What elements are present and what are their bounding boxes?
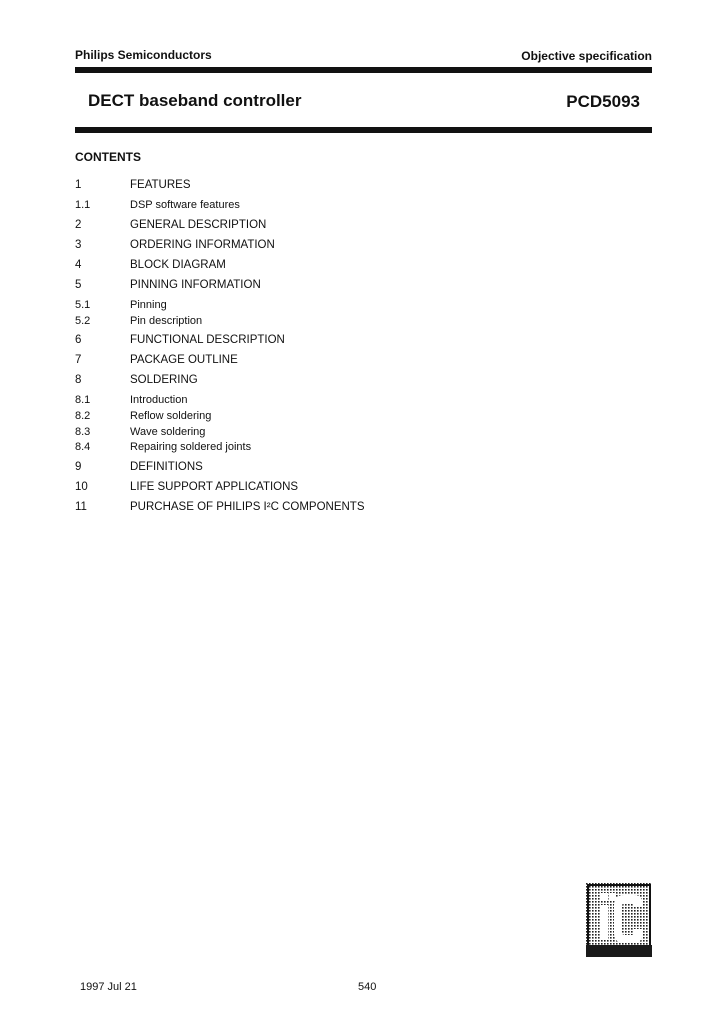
- toc-number: 8: [75, 374, 82, 386]
- toc-label: DSP software features: [130, 199, 240, 211]
- toc-label: LIFE SUPPORT APPLICATIONS: [130, 481, 299, 493]
- toc-number: 10: [75, 481, 88, 493]
- toc-item[interactable]: [75, 297, 475, 313]
- contents-heading: CONTENTS: [75, 150, 141, 164]
- toc-label: Pinning: [130, 299, 167, 311]
- toc-label: BLOCK DIAGRAM: [130, 259, 226, 271]
- header-rule-bottom: [75, 127, 652, 133]
- toc-label: PACKAGE OUTLINE: [130, 354, 238, 366]
- toc-label: FUNCTIONAL DESCRIPTION: [130, 334, 285, 346]
- toc-number: 6: [75, 334, 82, 346]
- toc-item[interactable]: [75, 277, 475, 293]
- toc-label: GENERAL DESCRIPTION: [130, 219, 267, 231]
- toc-label: Introduction: [130, 394, 188, 406]
- toc-label: Reflow soldering: [130, 410, 212, 422]
- toc-item[interactable]: [75, 257, 475, 273]
- toc-item[interactable]: [75, 392, 475, 408]
- toc-number: 1: [75, 179, 82, 191]
- toc-item[interactable]: [75, 332, 475, 348]
- document-status: Objective specification: [521, 49, 652, 63]
- toc-label: ORDERING INFORMATION: [130, 239, 275, 251]
- toc-item[interactable]: [75, 439, 475, 455]
- footer-date: 1997 Jul 21: [80, 981, 137, 993]
- toc-number: 5.2: [75, 315, 91, 327]
- toc-label: PURCHASE OF PHILIPS I²C COMPONENTS: [130, 501, 365, 513]
- toc-item[interactable]: [75, 237, 475, 253]
- i2c-logo-icon: [586, 883, 652, 957]
- toc-item[interactable]: [75, 372, 475, 388]
- header-rule-top: [75, 67, 652, 73]
- toc-item[interactable]: [75, 459, 475, 475]
- toc-label: DEFINITIONS: [130, 461, 203, 473]
- toc-label: Repairing soldered joints: [130, 441, 252, 453]
- toc-number: 5: [75, 279, 82, 291]
- toc-number: 8.2: [75, 410, 91, 422]
- part-number: PCD5093: [566, 92, 640, 111]
- toc-item[interactable]: [75, 424, 475, 440]
- toc-label: Wave soldering: [130, 426, 206, 438]
- toc-number: 9: [75, 461, 82, 473]
- toc-item[interactable]: [75, 217, 475, 233]
- toc-number: 4: [75, 259, 82, 271]
- toc-item[interactable]: [75, 479, 475, 495]
- toc-item[interactable]: [75, 352, 475, 368]
- toc-item[interactable]: [75, 313, 475, 329]
- toc-number: 1.1: [75, 199, 91, 211]
- toc-number: 11: [75, 501, 87, 513]
- toc-label: FEATURES: [130, 179, 191, 191]
- product-title: DECT baseband controller: [88, 91, 302, 110]
- toc-item[interactable]: [75, 197, 475, 213]
- toc-number: 8.1: [75, 394, 91, 406]
- toc-number: 8.3: [75, 426, 91, 438]
- toc-number: 5.1: [75, 299, 91, 311]
- toc-label: SOLDERING: [130, 374, 198, 386]
- toc-number: 3: [75, 239, 82, 251]
- toc-number: 7: [75, 354, 82, 366]
- page-number: 540: [358, 981, 377, 993]
- toc-number: 2: [75, 219, 82, 231]
- toc-label: Pin description: [130, 315, 203, 327]
- company-name: Philips Semiconductors: [75, 48, 212, 62]
- toc-item[interactable]: [75, 408, 475, 424]
- toc-item[interactable]: [75, 499, 475, 515]
- toc-item[interactable]: [75, 177, 475, 193]
- toc-label: PINNING INFORMATION: [130, 279, 261, 291]
- toc-number: 8.4: [75, 441, 91, 453]
